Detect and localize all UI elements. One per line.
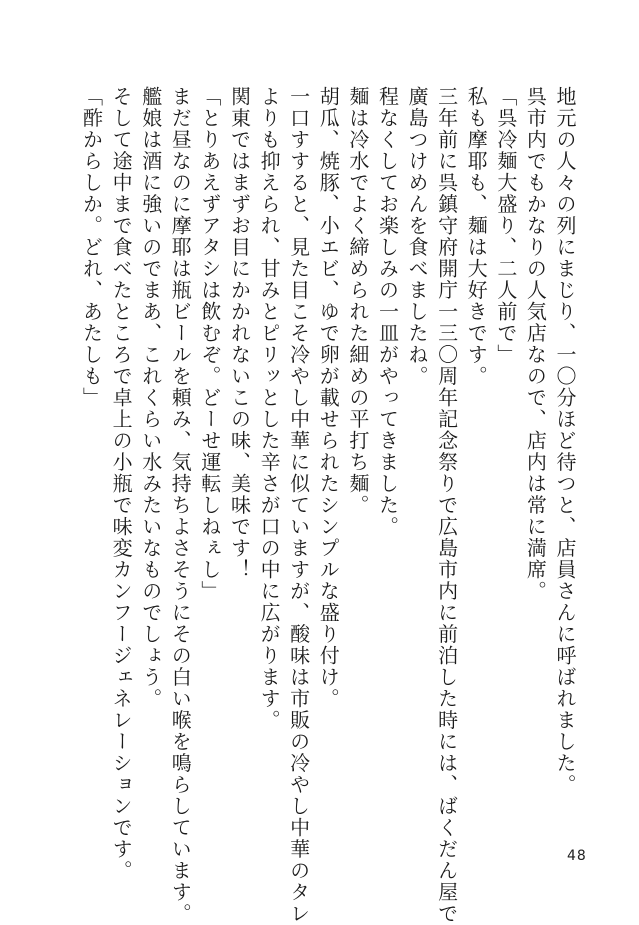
text-line: 程なくしてお楽しみの一皿がやってきました。	[375, 86, 400, 538]
text-line: そして途中まで食べたところで卓上の小瓶で味変カンフージェネレーションです。	[109, 86, 134, 882]
text-line: 三年前に呉鎮守府開庁一三〇周年記念祭りで広島市内に前泊した時には、ばくだん屋で	[434, 86, 459, 925]
page-number: 48	[567, 848, 587, 864]
text-line: 「とりあえずアタシは飲むぞ。どーせ運転しねぇし」	[197, 86, 222, 602]
text-line: 廣島つけめんを食べましたね。	[405, 86, 430, 387]
text-line: 「酢からしか。どれ、あたしも」	[79, 86, 104, 409]
text-line: 私も摩耶も、麺は大好きです。	[464, 86, 489, 387]
text-line: 地元の人々の列にまじり、一〇分ほど待つと、店員さんに呼ばれました。	[553, 86, 577, 796]
text-line: 関東ではまずお目にかかれないこの味、美味です！	[227, 86, 252, 581]
text-line: よりも抑えられ、甘みとピリッとした辛さが口の中に広がります。	[257, 86, 282, 731]
text-line: まだ昼なのに摩耶は瓶ビールを頼み、気持ちよさそうにその白い喉を鳴らしています。	[168, 86, 193, 925]
text-line: 「呉冷麺大盛り、二人前で」	[493, 86, 518, 366]
text-line: 麺は冷水でよく締められた細めの平打ち麺。	[345, 86, 370, 516]
text-line: 一口すすると、見た目こそ冷やし中華に似ていますが、酸味は市販の冷やし中華のタレ	[286, 86, 311, 925]
text-line: 呉市内でもかなりの人気店なので、店内は常に満席。	[523, 86, 548, 602]
text-line: 胡瓜、焼豚、小エビ、ゆで卵が載せられたシンプルな盛り付け。	[316, 86, 341, 710]
text-line: 艦娘は酒に強いのでまあ、これくらい水みたいなものでしょう。	[138, 86, 163, 710]
